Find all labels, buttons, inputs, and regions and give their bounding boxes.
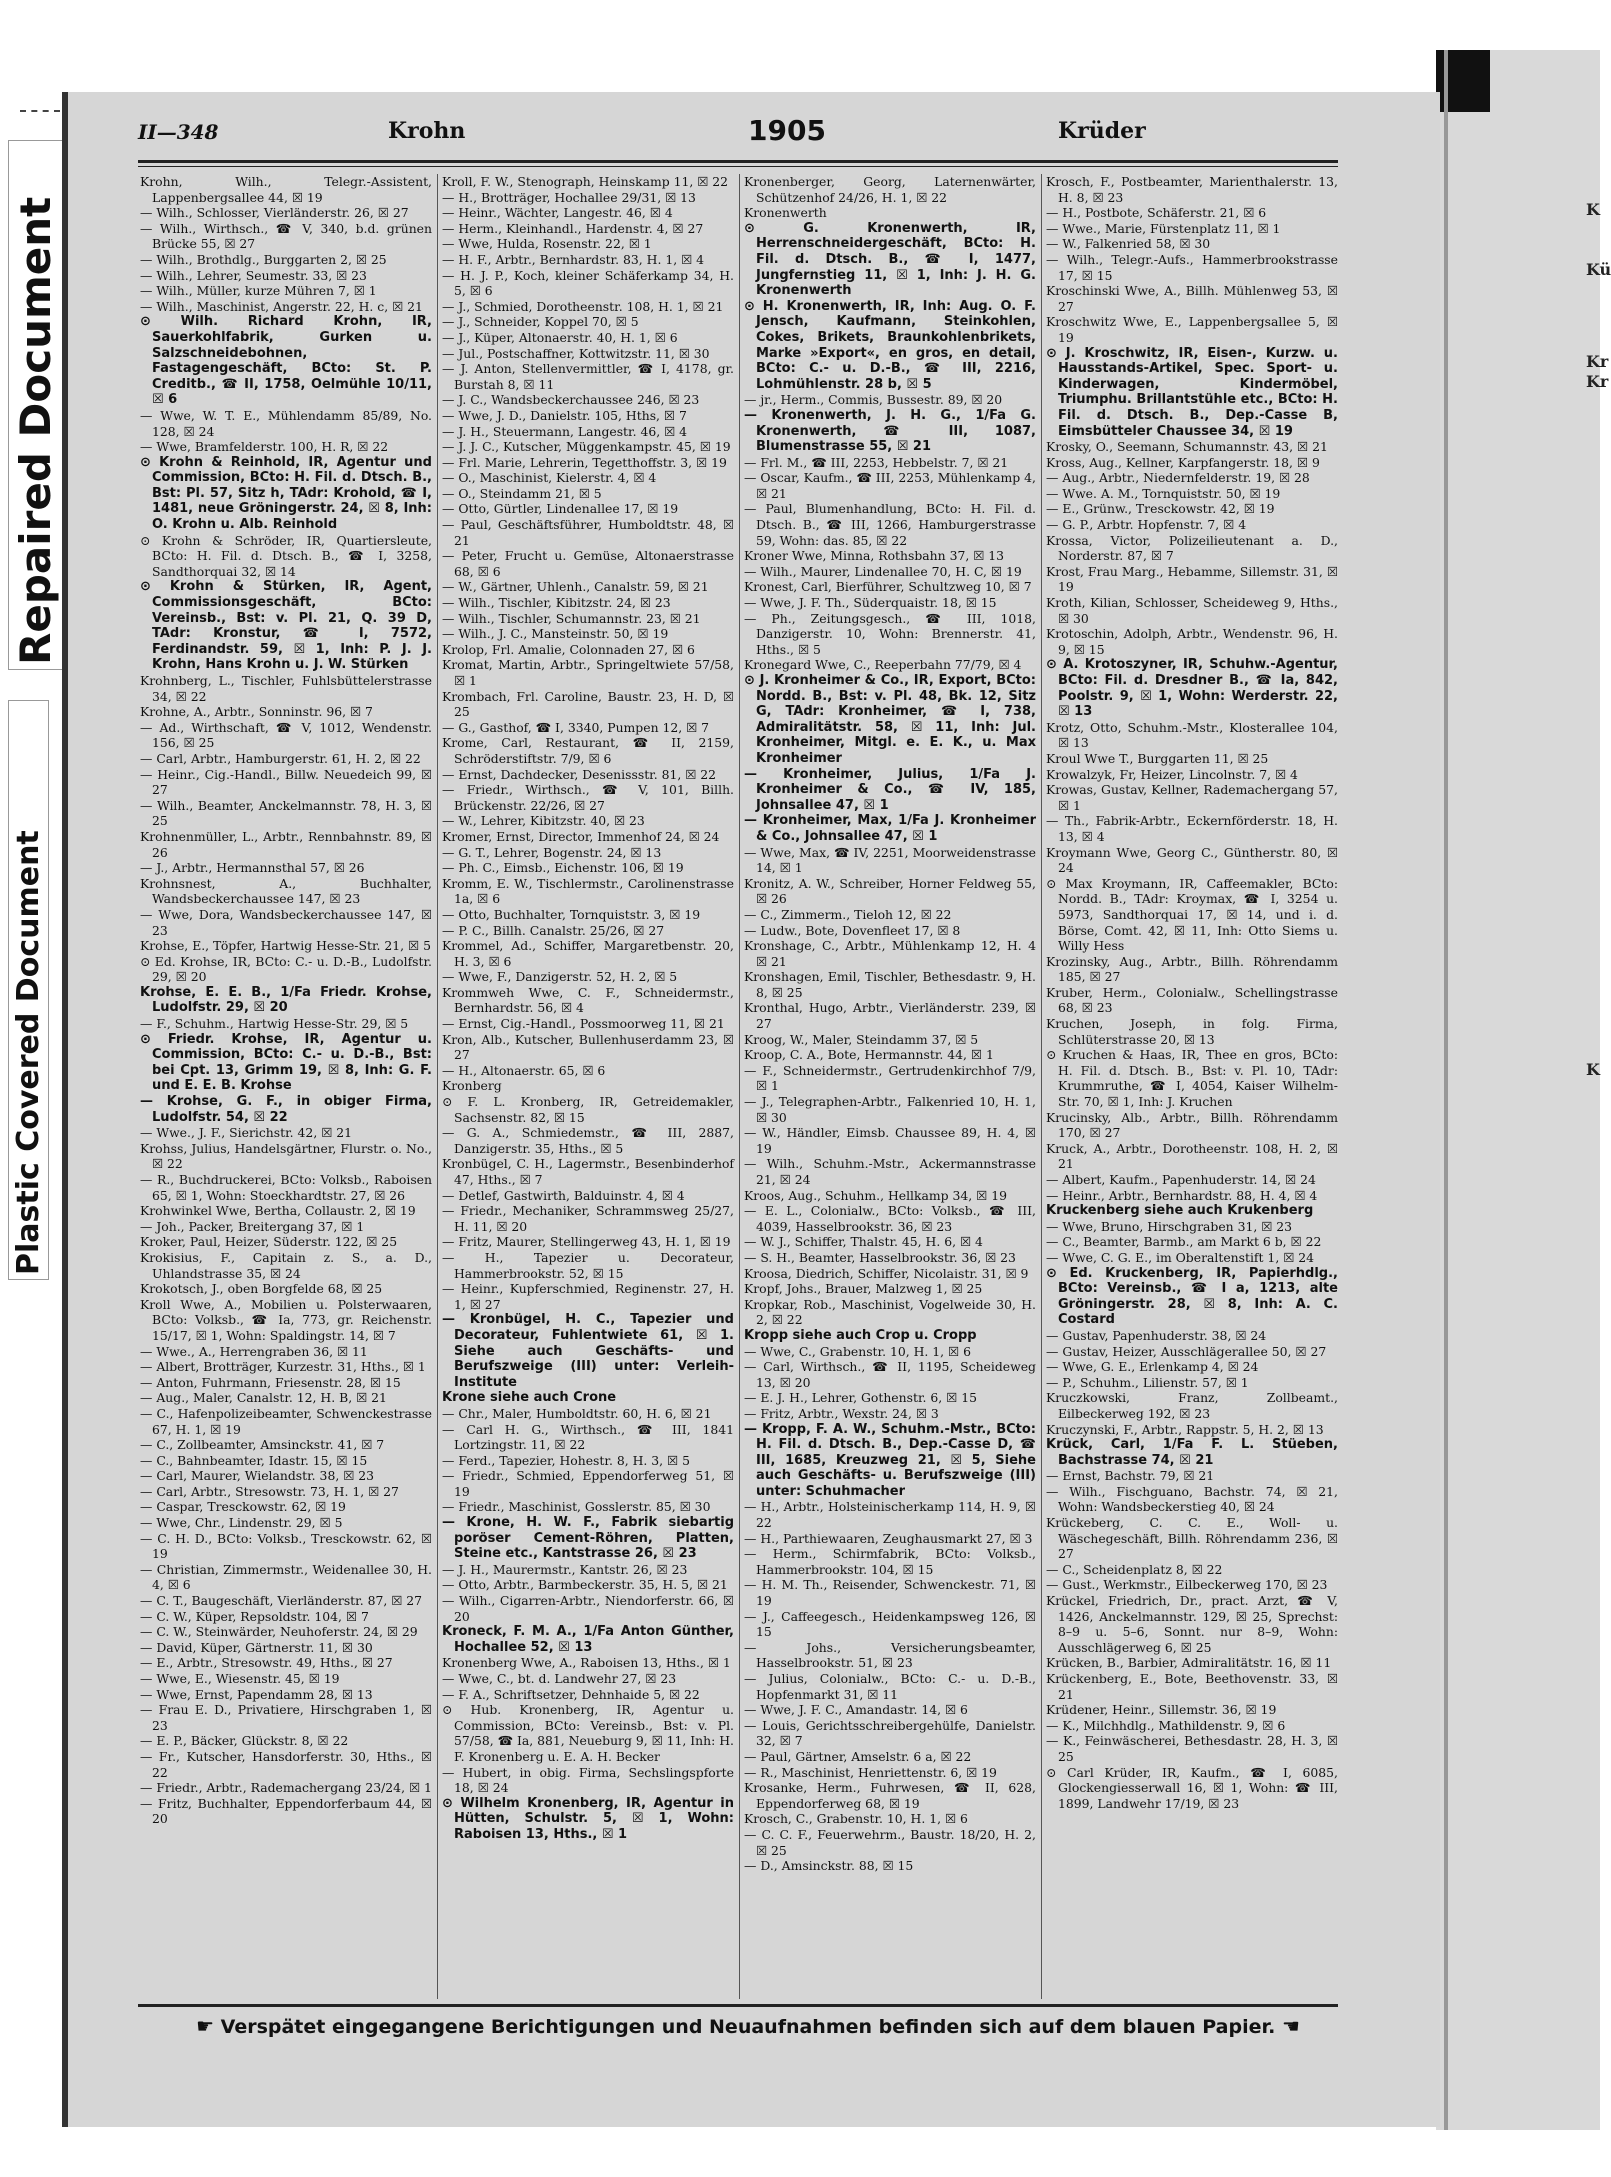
directory-entry: — Frl. Marie, Lehrerin, Tegetthoffstr. 3, ☒ 19 bbox=[442, 454, 727, 470]
directory-entry: — Frl. M., ☎ III, 2253, Hebbelstr. 7, ☒ 21 bbox=[744, 454, 1009, 470]
directory-entry: — Louis, Gerichtsschreibergehülfe, Danielstr. 32, ☒ 7 bbox=[744, 1717, 1036, 1749]
directory-entry: — Wilh., Müller, kurze Mühren 7, ☒ 1 bbox=[140, 283, 377, 299]
directory-entry: — J. J. C., Kutscher, Müggenkampstr. 45, ☒ 19 bbox=[442, 439, 731, 455]
pointing-hand-icon: ☚ bbox=[1281, 2014, 1300, 2038]
directory-entry: Kronshagen, Emil, Tischler, Bethesdastr. 9, H. 8, ☒ 25 bbox=[744, 969, 1036, 1000]
edge-char: Kr bbox=[1586, 352, 1609, 371]
directory-entry: Krohn, Wilh., Telegr.-Assistent, Lappenbergsallee 44, ☒ 19 bbox=[140, 174, 432, 205]
directory-entry: — Wwe, Ernst, Papendamm 28, ☒ 13 bbox=[140, 1686, 373, 1702]
directory-entry: — G. A., Schmiedemstr., ☎ III, 2887, Danzigerstr. 35, Hths., ☒ 5 bbox=[442, 1125, 734, 1156]
directory-entry: Kronegard Wwe, C., Reeperbahn 77/79, ☒ 4 bbox=[744, 657, 1022, 673]
directory-entry: — Wwe, C. G. E., im Oberaltenstift 1, ☒ 24 bbox=[1046, 1249, 1315, 1265]
directory-entry: Krohse, E. E. B., 1/Fa Friedr. Krohse, Ludolfstr. 29, ☒ 20 bbox=[140, 984, 432, 1016]
directory-entry: — W., Händler, Eimsb. Chaussee 89, H. 4, ☒ 19 bbox=[744, 1125, 1036, 1156]
directory-entry: Kroos, Aug., Schuhm., Hellkamp 34, ☒ 19 bbox=[744, 1187, 1007, 1203]
directory-entry: — W. J., Schiffer, Thalstr. 45, H. 6, ☒ 4 bbox=[744, 1234, 983, 1250]
directory-entry: — Ad., Wirthschaft, ☎ V, 1012, Wendenstr. 156, ☒ 25 bbox=[140, 719, 432, 751]
edge-char: Kü bbox=[1586, 260, 1611, 279]
directory-entry: — Otto, Buchhalter, Tornquiststr. 3, ☒ 19 bbox=[442, 906, 701, 922]
directory-entry: — C., Zollbeamter, Amsinckstr. 41, ☒ 7 bbox=[140, 1437, 385, 1453]
directory-entry: — Kronheimer, Julius, 1/Fa J. Kronheimer & Co., ☎ IV, 185, Johnsallee 47, ☒ 1 bbox=[744, 766, 1036, 813]
directory-entry: — Fritz, Arbtr., Wexstr. 24, ☒ 3 bbox=[744, 1405, 939, 1421]
directory-entry: — Johs., Versicherungsbeamter, Hasselbrookstr. 51, ☒ 23 bbox=[744, 1639, 1036, 1671]
directory-entry: Krosanke, Herm., Fuhrwesen, ☎ II, 628, Eppendorferweg 68, ☒ 19 bbox=[744, 1780, 1036, 1811]
directory-entry: Kronthal, Hugo, Arbtr., Vierländerstr. 239, ☒ 27 bbox=[744, 1000, 1036, 1032]
directory-page bbox=[62, 92, 1440, 2127]
directory-entry: — Heinr., Cig.-Handl., Billw. Neuedeich 99, ☒ 27 bbox=[140, 766, 432, 798]
page-header bbox=[138, 112, 1158, 156]
directory-entry: Kroul Wwe T., Burggarten 11, ☒ 25 bbox=[1046, 750, 1269, 766]
directory-entry: — C., Scheidenplatz 8, ☒ 22 bbox=[1046, 1561, 1223, 1577]
directory-entry: — Th., Fabrik-Arbtr., Eckernförderstr. 18, H. 13, ☒ 4 bbox=[1046, 813, 1338, 844]
directory-entry: Krückel, Friedrich, Dr., pract. Arzt, ☎ V, 1426, Anckelmannstr. 129, ☒ 25, Sprechst: 8–9 u. 5–6, Sonnt. nur 8–9, Wohn: Ausschlägerweg 6, ☒ 25 bbox=[1046, 1593, 1338, 1655]
directory-entry: Krosky, O., Seemann, Schumannstr. 43, ☒ 21 bbox=[1046, 439, 1328, 455]
directory-entry: Krohse, E., Töpfer, Hartwig Hesse-Str. 21, ☒ 5 bbox=[140, 938, 431, 954]
directory-entry: — H., Tapezier u. Decorateur, Hammerbrookstr. 52, ☒ 15 bbox=[442, 1249, 734, 1281]
plastic-covered-label: Plastic Covered Document bbox=[8, 700, 49, 1280]
directory-entry: Kroner Wwe, Minna, Rothsbahn 37, ☒ 13 bbox=[744, 548, 1005, 564]
directory-entry: — J. H., Steuermann, Langestr. 46, ☒ 4 bbox=[442, 423, 688, 439]
directory-entry: — J., Schmied, Dorotheenstr. 108, H. 1, ☒ 21 bbox=[442, 298, 724, 314]
directory-entry: — O., Maschinist, Kielerstr. 4, ☒ 4 bbox=[442, 470, 657, 486]
directory-entry: Krüdener, Heinr., Sillemstr. 36, ☒ 19 bbox=[1046, 1702, 1277, 1718]
directory-entry: — Gust., Werkmstr., Eilbeckerweg 170, ☒ 23 bbox=[1046, 1577, 1328, 1593]
directory-entry: — Kronbügel, H. C., Tapezier und Decorateur, Fuhlentwiete 61, ☒ 1. Siehe auch Geschäfts- und Berufszweige (III) unter: Verleih-Institute bbox=[442, 1312, 734, 1390]
directory-entry: — C., Bahnbeamter, Idastr. 15, ☒ 15 bbox=[140, 1452, 368, 1468]
directory-entry: — Fritz, Maurer, Stellingerweg 43, H. 1, ☒ 19 bbox=[442, 1234, 731, 1250]
directory-entry: — Wwe, J. F. Th., Süderquaistr. 18, ☒ 15 bbox=[744, 595, 997, 611]
directory-entry: — Kronenwerth, J. H. G., 1/Fa G. Kronenwerth, ☎ III, 1087, Blumenstrasse 55, ☒ 21 bbox=[744, 407, 1036, 455]
directory-entry: ⊙ Krohn & Reinhold, IR, Agentur und Commission, BCto: H. Fil. d. Dtsch. B., Bst: Pl. 57, Sitz h, TAdr: Krohold, ☎ I, 1481, neue Gröningerstr. 24, ☒ 8, Inh: O. Krohn u. Alb. Reinhold bbox=[140, 454, 432, 533]
directory-entry: Krohnberg, L., Tischler, Fuhlsbüttelerstrasse 34, ☒ 22 bbox=[140, 673, 432, 704]
directory-entry: — Wilh., Lehrer, Seumestr. 33, ☒ 23 bbox=[140, 267, 367, 283]
directory-entry: Kruckenberg siehe auch Krukenberg bbox=[1046, 1203, 1314, 1219]
directory-entry: — G. T., Lehrer, Bogenstr. 24, ☒ 13 bbox=[442, 844, 662, 860]
directory-entry: — J. Anton, Stellenvermittler, ☎ I, 4178, gr. Burstah 8, ☒ 11 bbox=[442, 361, 734, 392]
directory-entry: — G., Gasthof, ☎ I, 3340, Pumpen 12, ☒ 7 bbox=[442, 719, 710, 735]
directory-entry: ⊙ Max Kroymann, IR, Caffeemakler, BCto: Nordd. B., TAdr: Kroymax, ☎ I, 3254 u. 5973, Sandthorquai 17, ☒ 14, und i. d. Börse, Comt. 42, ☒ 11, Inh: Otto Siems u. Willy Hess bbox=[1046, 875, 1338, 954]
margin-dashes bbox=[20, 110, 60, 112]
directory-entry: — Fr., Kutscher, Hansdorferstr. 30, Hths., ☒ 22 bbox=[140, 1748, 432, 1780]
directory-entry: — D., Amsinckstr. 88, ☒ 15 bbox=[744, 1858, 914, 1874]
directory-entry: Kronshage, C., Arbtr., Mühlenkamp 12, H. 4 ☒ 21 bbox=[744, 938, 1036, 969]
directory-entry: Krosch, F., Postbeamter, Marienthalerstr. 13, H. 8, ☒ 23 bbox=[1046, 174, 1338, 205]
directory-entry: Krozinsky, Aug., Arbtr., Billh. Röhrendamm 185, ☒ 27 bbox=[1046, 953, 1338, 985]
directory-entry: ⊙ Wilh. Richard Krohn, IR, Sauerkohlfabrik, Gurken u. Salzschneidebohnen, Fastagengeschäft, BCto: St. P. Creditb., ☎ II, 1758, Oelmühle 10/11, ☒ 6 bbox=[140, 314, 432, 408]
directory-entry: — Albert, Kaufm., Papenhuderstr. 14, ☒ 24 bbox=[1046, 1172, 1316, 1187]
directory-entry: — Heinr., Kupferschmied, Reginenstr. 27, H. 1, ☒ 27 bbox=[442, 1281, 734, 1312]
directory-entry: — Otto, Gürtler, Lindenallee 17, ☒ 19 bbox=[442, 501, 679, 517]
directory-entry: Krost, Frau Marg., Hebamme, Sillemstr. 31, ☒ 19 bbox=[1046, 563, 1338, 595]
directory-entry: Krommel, Ad., Schiffer, Margaretbenstr. 20, H. 3, ☒ 6 bbox=[442, 938, 734, 969]
directory-entry: Kroymann Wwe, Georg C., Güntherstr. 80, ☒ 24 bbox=[1046, 844, 1338, 876]
directory-entry: — Wilh., J. C., Mansteinstr. 50, ☒ 19 bbox=[442, 626, 669, 642]
directory-entry: Kronberg bbox=[442, 1078, 502, 1094]
column-divider bbox=[1041, 174, 1042, 1999]
footer-note bbox=[158, 2014, 1338, 2038]
directory-entry: Kromat, Martin, Arbtr., Springeltwiete 57/58, ☒ 1 bbox=[442, 657, 734, 688]
directory-entry: — Wwe, Dora, Wandsbeckerchaussee 147, ☒ 23 bbox=[140, 906, 432, 938]
directory-entry: Kroll Wwe, A., Mobilien u. Polsterwaaren, BCto: Volksb., ☎ Ia, 773, gr. Reichenstr. 15/17, ☒ 1, Wohn: Spaldingstr. 14, ☒ 7 bbox=[140, 1296, 432, 1343]
directory-entry: — Wwe., Marie, Fürstenplatz 11, ☒ 1 bbox=[1046, 220, 1281, 236]
edge-char: K bbox=[1586, 1060, 1600, 1079]
directory-entry: Kropf, Johs., Brauer, Malzweg 1, ☒ 25 bbox=[744, 1281, 983, 1297]
pointing-hand-icon: ☛ bbox=[196, 2014, 215, 2038]
directory-entry: ⊙ F. L. Kronberg, IR, Getreidemakler, Sachsenstr. 82, ☒ 15 bbox=[442, 1094, 734, 1125]
directory-entry: — F., Schneidermstr., Gertrudenkirchhof 7/9, ☒ 1 bbox=[744, 1062, 1036, 1094]
directory-entry: Krohnenmüller, L., Arbtr., Rennbahnstr. 89, ☒ 26 bbox=[140, 828, 432, 860]
directory-entry: — Wilh., Brothdlg., Burggarten 2, ☒ 25 bbox=[140, 251, 387, 267]
directory-entry: — W., Falkenried 58, ☒ 30 bbox=[1046, 236, 1211, 252]
directory-entry: — Ernst, Dachdecker, Desenissstr. 81, ☒ 22 bbox=[442, 766, 717, 782]
footer-rule bbox=[138, 2004, 1338, 2007]
directory-entry: — Wwe, F., Danzigerstr. 52, H. 2, ☒ 5 bbox=[442, 969, 678, 985]
directory-entry: ⊙ Wilhelm Kronenberg, IR, Agentur in Hütten, Schulstr. 5, ☒ 1, Wohn: Raboisen 13, Hths., ☒ 1 bbox=[442, 1795, 734, 1842]
column-4 bbox=[1044, 174, 1340, 1999]
column-3 bbox=[742, 174, 1038, 1999]
directory-entry: — Wwe, E., Wiesenstr. 45, ☒ 19 bbox=[140, 1671, 340, 1686]
directory-entry: ⊙ Ed. Kruckenberg, IR, Papierhdlg., BCto: Vereinsb., ☎ I a, 1213, alte Gröningerstr. 28, ☒ 8, Inh: A. C. Costard bbox=[1046, 1265, 1338, 1328]
directory-entry: ⊙ J. Kroschwitz, IR, Eisen-, Kurzw. u. Hausstands-Artikel, Spec. Sport- u. Kinderwagen, Kindermöbel, Triumphu. Brillantstühle etc., BCto: H. Fil. d. Dtsch. B., Dep.-Casse B, Eimsbütteler Chaussee 34, ☒ 19 bbox=[1046, 345, 1338, 439]
directory-entry: — E., Grünw., Tresckowstr. 42, ☒ 19 bbox=[1046, 501, 1275, 517]
directory-entry: — Oscar, Kaufm., ☎ III, 2253, Mühlenkamp 4, ☒ 21 bbox=[744, 470, 1036, 501]
directory-entry: — Aug., Arbtr., Niedernfelderstr. 19, ☒ 28 bbox=[1046, 470, 1310, 486]
directory-entry: Kropkar, Rob., Maschinist, Vogelweide 30, H. 2, ☒ 22 bbox=[744, 1296, 1036, 1328]
directory-entry: Krohnsnest, A., Buchhalter, Wandsbeckerchaussee 147, ☒ 23 bbox=[140, 875, 432, 907]
page-number: II—348 bbox=[138, 120, 219, 144]
directory-entry: Kruck, A., Arbtr., Dorotheenstr. 108, H. 2, ☒ 21 bbox=[1046, 1140, 1338, 1172]
directory-entry: ⊙ Hub. Kronenberg, IR, Agentur u. Commission, BCto: Vereinsb., Bst: v. Pl. 57/58, ☎ Ia, 881, Neueburg 9, ☒ 11, Inh: H. F. Kronenberg u. E. A. H. Becker bbox=[442, 1702, 734, 1764]
directory-entry: — Wilh., Wirthsch., ☎ V, 340, b.d. grünen Brücke 55, ☒ 27 bbox=[140, 220, 432, 252]
directory-entry: Kron, Alb., Kutscher, Bullenhuserdamm 23, ☒ 27 bbox=[442, 1031, 734, 1063]
directory-entry: Kroll, F. W., Stenograph, Heinskamp 11, ☒ 22 bbox=[442, 174, 729, 189]
directory-entry: — Carl H. G., Wirthsch., ☎ III, 1841 Lortzingstr. 11, ☒ 22 bbox=[442, 1421, 734, 1453]
directory-entry: ⊙ Kruchen & Haas, IR, Thee en gros, BCto: H. Fil. d. Dtsch. B., Bst: v. Pl. 10, TAdr: Krummruthe, ☎ I, 4054, Kaiser Wilhelm-Str. 70, ☒ 1, Inh: J. Kruchen bbox=[1046, 1047, 1338, 1110]
directory-entry: — Joh., Packer, Breitergang 37, ☒ 1 bbox=[140, 1218, 365, 1234]
directory-entry: — Wilh., Beamter, Anckelmannstr. 78, H. 3, ☒ 25 bbox=[140, 797, 432, 829]
adjacent-page-edge bbox=[1436, 50, 1611, 2130]
directory-entry: — Herm., Schirmfabrik, BCto: Volksb., Hammerbrookstr. 104, ☒ 15 bbox=[744, 1546, 1036, 1577]
directory-entry: — Jul., Postschaffner, Kottwitzstr. 11, ☒ 30 bbox=[442, 345, 710, 361]
directory-entry: Kruchen, Joseph, in folg. Firma, Schlüterstrasse 20, ☒ 13 bbox=[1046, 1016, 1338, 1047]
directory-entry: Krücken, B., Barbier, Admiralitätstr. 16, ☒ 11 bbox=[1046, 1655, 1332, 1671]
edge-char: K bbox=[1586, 200, 1600, 219]
directory-entry: — W., Lehrer, Kibitzstr. 40, ☒ 23 bbox=[442, 813, 645, 829]
directory-entry: — Frau E. D., Privatiere, Hirschgraben 1, ☒ 23 bbox=[140, 1702, 432, 1733]
header-first-name: Krohn bbox=[388, 118, 466, 144]
directory-entry: — C. C. F., Feuerwehrm., Baustr. 18/20, H. 2, ☒ 25 bbox=[744, 1826, 1036, 1858]
directory-entry: — Wilh., Tischler, Kibitzstr. 24, ☒ 23 bbox=[442, 595, 671, 611]
directory-entry: — R., Maschinist, Henriettenstr. 6, ☒ 19 bbox=[744, 1764, 997, 1780]
directory-entry: Kroog, W., Maler, Steindamm 37, ☒ 5 bbox=[744, 1031, 979, 1047]
directory-entry: — Julius, Colonialw., BCto: C.- u. D.-B., Hopfenmarkt 31, ☒ 11 bbox=[744, 1671, 1036, 1702]
directory-entry: — Anton, Fuhrmann, Friesenstr. 28, ☒ 15 bbox=[140, 1374, 401, 1390]
directory-entry: Krohss, Julius, Handelsgärtner, Flurstr. o. No., ☒ 22 bbox=[140, 1140, 432, 1172]
directory-entry: — O., Steindamm 21, ☒ 5 bbox=[442, 485, 602, 501]
directory-entry: Krokotsch, J., oben Borgfelde 68, ☒ 25 bbox=[140, 1281, 383, 1297]
directory-entry: — Friedr., Wirthsch., ☎ V, 101, Billh. Brückenstr. 22/26, ☒ 27 bbox=[442, 782, 734, 813]
directory-entry: — Albert, Brotträger, Kurzestr. 31, Hths., ☒ 1 bbox=[140, 1359, 426, 1375]
directory-entry: — Kronheimer, Max, 1/Fa J. Kronheimer & Co., Johnsallee 47, ☒ 1 bbox=[744, 813, 1036, 844]
directory-entry: Kromer, Ernst, Director, Immenhof 24, ☒ 24 bbox=[442, 828, 720, 844]
directory-entry: — Carl, Arbtr., Hamburgerstr. 61, H. 2, ☒ 22 bbox=[140, 750, 421, 766]
directory-entry: — Gustav, Heizer, Ausschlägerallee 50, ☒ 27 bbox=[1046, 1343, 1327, 1359]
directory-entry: Krucinsky, Alb., Arbtr., Billh. Röhrendamm 170, ☒ 27 bbox=[1046, 1109, 1338, 1141]
directory-entry: — Carl, Arbtr., Stresowstr. 73, H. 1, ☒ 27 bbox=[140, 1483, 399, 1499]
directory-entry: — Gustav, Papenhuderstr. 38, ☒ 24 bbox=[1046, 1327, 1267, 1343]
directory-entry: ⊙ Carl Krüder, IR, Kaufm., ☎ I, 6085, Glockengiesserwall 16, ☒ 1, Wohn: ☎ III, 1899, Landwehr 17/19, ☒ 23 bbox=[1046, 1764, 1338, 1811]
directory-entry: Krone siehe auch Crone bbox=[442, 1390, 617, 1406]
directory-entry: — David, Küper, Gärtnerstr. 11, ☒ 30 bbox=[140, 1639, 373, 1655]
directory-entry: Krolop, Frl. Amalie, Colonnaden 27, ☒ 6 bbox=[442, 641, 695, 657]
directory-entry: — Wwe, W. T. E., Mühlendamm 85/89, No. 128, ☒ 24 bbox=[140, 407, 432, 439]
directory-entry: Kronest, Carl, Bierführer, Schultzweg 10, ☒ 7 bbox=[744, 579, 1032, 595]
directory-entry: Kroker, Paul, Heizer, Süderstr. 122, ☒ 25 bbox=[140, 1234, 398, 1250]
directory-entry: Krokisius, F., Capitain z. S., a. D., Uhlandstrasse 35, ☒ 24 bbox=[140, 1249, 432, 1281]
directory-entry: Kruczkowski, Franz, Zollbeamt., Eilbeckerweg 192, ☒ 23 bbox=[1046, 1390, 1338, 1421]
directory-entry: ⊙ H. Kronenwerth, IR, Inh: Aug. O. F. Jensch, Kaufmann, Steinkohlen, Cokes, Brikets, Braunkohlenbrikets, Marke »Export«, en gros, en detail, BCto: C.- u. D.-B., ☎ III, 2216, Lohmühlenstr. 28 b, ☒ 5 bbox=[744, 298, 1036, 392]
directory-entry: — W., Gärtner, Uhlenh., Canalstr. 59, ☒ 21 bbox=[442, 579, 709, 595]
directory-entry: — Paul, Geschäftsführer, Humboldtstr. 48, ☒ 21 bbox=[442, 517, 734, 548]
directory-entry: — C., Hafenpolizeibeamter, Schwenckestrasse 67, H. 1, ☒ 19 bbox=[140, 1405, 432, 1437]
directory-entry: — Wilh., Telegr.-Aufs., Hammerbrookstrasse 17, ☒ 15 bbox=[1046, 251, 1338, 283]
directory-entry: — Chr., Maler, Humboldtstr. 60, H. 6, ☒ 21 bbox=[442, 1405, 712, 1421]
directory-entry: Krotoschin, Adolph, Arbtr., Wendenstr. 96, H. 9, ☒ 15 bbox=[1046, 626, 1338, 657]
directory-entry: — F., Schuhm., Hartwig Hesse-Str. 29, ☒ 5 bbox=[140, 1016, 409, 1032]
directory-entry: — Wwe, Max, ☎ IV, 2251, Moorweidenstrasse 14, ☒ 1 bbox=[744, 844, 1036, 876]
directory-entry: Krowas, Gustav, Kellner, Rademachergang 57, ☒ 1 bbox=[1046, 782, 1338, 813]
directory-entry: Kroosa, Diedrich, Schiffer, Nicolaistr. 31, ☒ 9 bbox=[744, 1265, 1029, 1281]
directory-entry: — Ph., Zeitungsgesch., ☎ III, 1018, Danzigerstr. 10, Wohn: Brennerstr. 41, Hths., ☒ 5 bbox=[744, 610, 1036, 657]
directory-entry: — Wwe, Chr., Lindenstr. 29, ☒ 5 bbox=[140, 1515, 343, 1531]
directory-entry: — Detlef, Gastwirth, Balduinstr. 4, ☒ 4 bbox=[442, 1187, 685, 1203]
directory-entry: Kroneck, F. M. A., 1/Fa Anton Günther, Hochallee 52, ☒ 13 bbox=[442, 1624, 734, 1655]
directory-entry: — Carl, Wirthsch., ☎ II, 1195, Scheideweg 13, ☒ 20 bbox=[744, 1359, 1036, 1390]
directory-entry: — J. H., Maurermstr., Kantstr. 26, ☒ 23 bbox=[442, 1561, 688, 1577]
directory-entry: — H., Brotträger, Hochallee 29/31, ☒ 13 bbox=[442, 189, 696, 205]
directory-entry: — Wwe., A., Herrengraben 36, ☒ 11 bbox=[140, 1343, 368, 1359]
directory-entry: — Ferd., Tapezier, Hohestr. 8, H. 3, ☒ 5 bbox=[442, 1452, 690, 1468]
directory-entry: — Paul, Blumenhandlung, BCto: H. Fil. d. Dtsch. B., ☎ III, 1266, Hamburgerstrasse 59, Wohn: das. 85, ☒ 22 bbox=[744, 501, 1036, 548]
directory-entry: — Herm., Kleinhandl., Hardenstr. 4, ☒ 27 bbox=[442, 220, 704, 236]
directory-entry: Kroth, Kilian, Schlosser, Scheideweg 9, Hths., ☒ 30 bbox=[1046, 595, 1338, 626]
directory-entry: — Aug., Maler, Canalstr. 12, H. B, ☒ 21 bbox=[140, 1390, 387, 1406]
directory-entry: Kronenberg Wwe, A., Raboisen 13, Hths., ☒ 1 bbox=[442, 1655, 731, 1671]
directory-entry: — Hubert, in obig. Firma, Sechslingspforte 18, ☒ 24 bbox=[442, 1764, 734, 1796]
directory-entry: — K., Milchhdlg., Mathildenstr. 9, ☒ 6 bbox=[1046, 1717, 1286, 1733]
directory-entry: — Friedr., Maschinist, Gosslerstr. 85, ☒ 30 bbox=[442, 1499, 711, 1515]
directory-entry: — J. C., Wandsbeckerchaussee 246, ☒ 23 bbox=[442, 392, 700, 408]
header-last-name: Krüder bbox=[1058, 118, 1146, 144]
column-divider bbox=[437, 174, 438, 1999]
directory-entry: — J., Küper, Altonaerstr. 40, H. 1, ☒ 6 bbox=[442, 329, 678, 345]
directory-entry: Krome, Carl, Restaurant, ☎ II, 2159, Schröderstiftstr. 7/9, ☒ 6 bbox=[442, 735, 734, 766]
directory-entry: — R., Buchdruckerei, BCto: Volksb., Raboisen 65, ☒ 1, Wohn: Stoeckhardtstr. 27, ☒ 26 bbox=[140, 1172, 432, 1203]
directory-entry: — Wwe. A. M., Tornquiststr. 50, ☒ 19 bbox=[1046, 485, 1281, 501]
directory-entry: — F. A., Schriftsetzer, Dehnhaide 5, ☒ 22 bbox=[442, 1686, 700, 1702]
directory-entry: — J., Schneider, Koppel 70, ☒ 5 bbox=[442, 314, 639, 330]
directory-entry: — C., Beamter, Barmb., am Markt 6 b, ☒ 22 bbox=[1046, 1234, 1322, 1250]
directory-entry: — J., Telegraphen-Arbtr., Falkenried 10, H. 1, ☒ 30 bbox=[744, 1094, 1036, 1125]
directory-entry: — Wilh., Fischguano, Bachstr. 74, ☒ 21, Wohn: Wandsbeckerstieg 40, ☒ 24 bbox=[1046, 1483, 1338, 1515]
column-1 bbox=[138, 174, 434, 1999]
header-rule-thin bbox=[138, 166, 1338, 167]
directory-entry: — C. T., Baugeschäft, Vierländerstr. 87, ☒ 27 bbox=[140, 1593, 423, 1609]
directory-entry: — Wilh., Maurer, Lindenallee 70, H. C, ☒ 19 bbox=[744, 563, 1022, 579]
directory-entry: — Friedr., Schmied, Eppendorferweg 51, ☒ 19 bbox=[442, 1468, 734, 1499]
directory-entry: — Ernst, Cig.-Handl., Possmoorweg 11, ☒ 21 bbox=[442, 1016, 725, 1032]
header-rule bbox=[138, 160, 1338, 163]
directory-entry: — Peter, Frucht u. Gemüse, Altonaerstrasse 68, ☒ 6 bbox=[442, 548, 734, 579]
directory-entry: — H. F., Arbtr., Bernhardstr. 83, H. 1, ☒ 4 bbox=[442, 251, 705, 267]
directory-entry: ⊙ Friedr. Krohse, IR, Agentur u. Commission, BCto: C.- u. D.-B., Bst: bei Cpt. 13, Grimm 19, ☒ 8, Inh: G. F. und E. E. B. Krohse bbox=[140, 1031, 432, 1094]
directory-entry: — E. P., Bäcker, Glückstr. 8, ☒ 22 bbox=[140, 1733, 349, 1749]
directory-entry: — Caspar, Tresckowstr. 62, ☒ 19 bbox=[140, 1499, 346, 1515]
directory-entry: ⊙ Krohn & Schröder, IR, Quartiersleute, BCto: H. Fil. d. Dtsch. B., ☎ I, 3258, Sandthorquai 32, ☒ 14 bbox=[140, 532, 432, 579]
directory-entry: — C. W., Küper, Repsoldstr. 104, ☒ 7 bbox=[140, 1608, 369, 1624]
directory-entry: — H. M. Th., Reisender, Schwenckestr. 71, ☒ 19 bbox=[744, 1577, 1036, 1609]
directory-entry: — Carl, Maurer, Wielandstr. 38, ☒ 23 bbox=[140, 1468, 375, 1484]
directory-entry: — Wwe, Bruno, Hirschgraben 31, ☒ 23 bbox=[1046, 1218, 1293, 1234]
directory-entry: — Otto, Arbtr., Barmbeckerstr. 35, H. 5, ☒ 21 bbox=[442, 1577, 728, 1593]
directory-entry: Krommweh Wwe, C. F., Schneidermstr., Bernhardstr. 56, ☒ 4 bbox=[442, 984, 734, 1016]
directory-entry: Krückenberg, E., Bote, Beethovenstr. 33, ☒ 21 bbox=[1046, 1671, 1338, 1702]
directory-entry: — Ph. C., Eimsb., Eichenstr. 106, ☒ 19 bbox=[442, 860, 684, 876]
edge-char: Kr bbox=[1586, 372, 1609, 391]
directory-entry: — H., Parthiewaaren, Zeughausmarkt 27, ☒ 3 bbox=[744, 1530, 1033, 1546]
footer-text: Verspätet eingegangene Berichtigungen und Neuaufnahmen befinden sich auf dem blauen Papier. bbox=[220, 2016, 1276, 2038]
directory-entry: Kronitz, A. W., Schreiber, Horner Feldweg 55, ☒ 26 bbox=[744, 875, 1036, 907]
directory-entry: Kronbügel, C. H., Lagermstr., Besenbinderhof 47, Hths., ☒ 7 bbox=[442, 1156, 734, 1187]
directory-entry: — H. J. P., Koch, kleiner Schäferkamp 34, H. 5, ☒ 6 bbox=[442, 267, 734, 299]
directory-entry: — Wwe, C., Grabenstr. 10, H. 1, ☒ 6 bbox=[744, 1343, 971, 1359]
directory-entry: Kruber, Herm., Colonialw., Schellingstrasse 68, ☒ 23 bbox=[1046, 984, 1338, 1016]
directory-entry: — J., Caffeegesch., Heidenkampsweg 126, ☒ 15 bbox=[744, 1608, 1036, 1640]
directory-entry: Krohne, A., Arbtr., Sonninstr. 96, ☒ 7 bbox=[140, 704, 373, 720]
directory-entry: — J., Arbtr., Hermannsthal 57, ☒ 26 bbox=[140, 860, 365, 876]
directory-entry: Krückeberg, C. C. E., Woll- u. Wäschegeschäft, Billh. Röhrendamm 236, ☒ 27 bbox=[1046, 1515, 1338, 1562]
directory-entry: Kromm, E. W., Tischlermstr., Carolinenstrasse 1a, ☒ 6 bbox=[442, 875, 734, 907]
directory-entry: ⊙ A. Krotoszyner, IR, Schuhw.-Agentur, BCto: Fil. d. Dresdner B., ☎ Ia, 842, Poolstr. 9, ☒ 1, Wohn: Werderstr. 22, ☒ 13 bbox=[1046, 657, 1338, 720]
directory-entry: — Wwe, G. E., Erlenkamp 4, ☒ 24 bbox=[1046, 1359, 1259, 1375]
directory-entry: — G. P., Arbtr. Hopfenstr. 7, ☒ 4 bbox=[1046, 517, 1247, 533]
directory-entry: — Wilh., Maschinist, Angerstr. 22, H. c, ☒ 21 bbox=[140, 298, 423, 314]
directory-entry: — Wwe, J. D., Danielstr. 105, Hths, ☒ 7 bbox=[442, 407, 687, 423]
directory-entry: — Wilh., Schlosser, Vierländerstr. 26, ☒ 27 bbox=[140, 205, 409, 221]
directory-entry: Krotz, Otto, Schuhm.-Mstr., Klosterallee 104, ☒ 13 bbox=[1046, 719, 1338, 751]
directory-entry: — Christian, Zimmermstr., Weidenallee 30, H. 4, ☒ 6 bbox=[140, 1561, 432, 1593]
directory-entry: ⊙ G. Kronenwerth, IR, Herrenschneidergeschäft, BCto: H. Fil. d. Dtsch. B., ☎ I, 1477, Jungfernstieg 11, ☒ 1, Inh: J. H. G. Kronenwerth bbox=[744, 220, 1036, 299]
directory-entry: Kronenwerth bbox=[744, 205, 827, 221]
directory-entry: — Wilh., Schuhm.-Mstr., Ackermannstrasse 21, ☒ 24 bbox=[744, 1156, 1036, 1187]
directory-entry: — C. W., Steinwärder, Neuhoferstr. 24, ☒ 29 bbox=[140, 1624, 418, 1640]
directory-entry: — Kropp, F. A. W., Schuhm.-Mstr., BCto: H. Fil. d. Dtsch. B., Dep.-Casse D, ☎ III, 1685, Kreuzweg 21, ☒ 5, Siehe auch Geschäfts- u. Berufszweige (III) unter: Schuhmacher bbox=[744, 1421, 1036, 1499]
directory-entry: — Heinr., Wächter, Langestr. 46, ☒ 4 bbox=[442, 205, 673, 221]
directory-entry: Krowalzyk, Fr, Heizer, Lincolnstr. 7, ☒ 4 bbox=[1046, 766, 1298, 782]
directory-entry: — Paul, Gärtner, Amselstr. 6 a, ☒ 22 bbox=[744, 1748, 972, 1764]
directory-entry: — Ernst, Bachstr. 79, ☒ 21 bbox=[1046, 1468, 1215, 1484]
header-year: 1905 bbox=[748, 114, 826, 147]
directory-entry: — S. H., Beamter, Hasselbrookstr. 36, ☒ 23 bbox=[744, 1249, 1016, 1265]
column-2 bbox=[440, 174, 736, 1999]
directory-entry: Krohwinkel Wwe, Bertha, Collaustr. 2, ☒ 19 bbox=[140, 1203, 416, 1219]
directory-entry: — K., Feinwäscherei, Bethesdastr. 28, H. 3, ☒ 25 bbox=[1046, 1733, 1338, 1764]
directory-entry: — Wwe, C., bt. d. Landwehr 27, ☒ 23 bbox=[442, 1671, 677, 1686]
directory-entry: Kroschwitz Wwe, E., Lappenbergsallee 5, ☒ 19 bbox=[1046, 314, 1338, 345]
edge-strip bbox=[1444, 50, 1448, 2130]
directory-entry: — Fritz, Buchhalter, Eppendorferbaum 44, ☒ 20 bbox=[140, 1795, 432, 1827]
directory-entry: — Friedr., Arbtr., Rademachergang 23/24, ☒ 1 bbox=[140, 1780, 432, 1796]
directory-entry: — E. L., Colonialw., BCto: Volksb., ☎ III, 4039, Hasselbrookstr. 36, ☒ 23 bbox=[744, 1203, 1036, 1234]
directory-entry: — C. H. D., BCto: Volksb., Tresckowstr. 62, ☒ 19 bbox=[140, 1530, 432, 1562]
directory-entry: Krosch, C., Grabenstr. 10, H. 1, ☒ 6 bbox=[744, 1811, 968, 1827]
directory-entry: — P. C., Billh. Canalstr. 25/26, ☒ 27 bbox=[442, 922, 665, 938]
directory-entry: ⊙ J. Kronheimer & Co., IR, Export, BCto: Nordd. B., Bst: v. Pl. 48, Bk. 12, Sitz G, TAdr: Kronheimer, ☎ I, 738, Admiralitätstr. 58, ☒ 11, Inh: Jul. Kronheimer, Mitgl. e. E. K., u. Max Kronheimer bbox=[744, 673, 1036, 766]
directory-entry: — E. J. H., Lehrer, Gothenstr. 6, ☒ 15 bbox=[744, 1390, 977, 1406]
directory-entry: ⊙ Krohn & Stürken, IR, Agent, Commissionsgeschäft, BCto: Vereinsb., Bst: v. Pl. 21, Q. 39 D, TAdr: Kronstur, ☎ I, 7572, Ferdinandstr. 59, ☒ 1, Inh: P. J. J. Krohn, Hans Krohn u. J. W. Stürken bbox=[140, 579, 432, 673]
directory-entry: — Wilh., Tischler, Schumannstr. 23, ☒ 21 bbox=[442, 610, 701, 626]
directory-entry: — E., Arbtr., Stresowstr. 49, Hths., ☒ 27 bbox=[140, 1655, 393, 1671]
directory-entry: — P., Schuhm., Lilienstr. 57, ☒ 1 bbox=[1046, 1374, 1249, 1390]
directory-entry: — Wwe, Hulda, Rosenstr. 22, ☒ 1 bbox=[442, 236, 652, 252]
directory-entry: — Krone, H. W. F., Fabrik siebartig poröser Cement-Röhren, Platten, Steine etc., Kantstrasse 26, ☒ 23 bbox=[442, 1515, 734, 1562]
directory-entry: — C., Zimmerm., Tieloh 12, ☒ 22 bbox=[744, 906, 952, 922]
directory-entry: — Wwe, J. F. C., Amandastr. 14, ☒ 6 bbox=[744, 1702, 968, 1718]
directory-entry: Kruczynski, F., Arbtr., Rappstr. 5, H. 2, ☒ 13 bbox=[1046, 1421, 1324, 1437]
directory-entry: Kropp siehe auch Crop u. Cropp bbox=[744, 1327, 977, 1343]
directory-entry: — Wilh., Cigarren-Arbtr., Niendorferstr. 66, ☒ 20 bbox=[442, 1593, 734, 1624]
directory-entry: — H., Postbote, Schäferstr. 21, ☒ 6 bbox=[1046, 205, 1267, 221]
directory-entry: — Heinr., Arbtr., Bernhardstr. 88, H. 4, ☒ 4 bbox=[1046, 1187, 1318, 1203]
directory-entry: — H., Altonaerstr. 65, ☒ 6 bbox=[442, 1062, 606, 1078]
directory-columns bbox=[138, 174, 1348, 1999]
directory-entry: Kross, Aug., Kellner, Karpfangerstr. 18, ☒ 9 bbox=[1046, 454, 1320, 470]
directory-entry: Kroschinski Wwe, A., Billh. Mühlenweg 53, ☒ 27 bbox=[1046, 283, 1338, 314]
directory-entry: ⊙ Ed. Krohse, IR, BCto: C.- u. D.-B., Ludolfstr. 29, ☒ 20 bbox=[140, 953, 432, 985]
directory-entry: — Ludw., Bote, Dovenfleet 17, ☒ 8 bbox=[744, 922, 961, 938]
column-divider bbox=[739, 174, 740, 1999]
repaired-document-label: Repaired Document bbox=[8, 140, 63, 670]
directory-entry: — Wwe., J. F., Sierichstr. 42, ☒ 21 bbox=[140, 1125, 353, 1141]
directory-entry: Krossa, Victor, Polizeilieutenant a. D., Norderstr. 87, ☒ 7 bbox=[1046, 532, 1338, 564]
directory-entry: Krück, Carl, 1/Fa F. L. Stüeben, Bachstrasse 74, ☒ 21 bbox=[1046, 1437, 1338, 1468]
directory-entry: Kronenberger, Georg, Laternenwärter, Schützenhof 24/26, H. 1, ☒ 22 bbox=[744, 174, 1036, 205]
directory-entry: — Wwe, Bramfelderstr. 100, H. R, ☒ 22 bbox=[140, 439, 389, 455]
directory-entry: — jr., Herm., Commis, Bussestr. 89, ☒ 20 bbox=[744, 392, 1003, 408]
directory-entry: — H., Arbtr., Holsteinischerkamp 114, H. 9, ☒ 22 bbox=[744, 1499, 1036, 1531]
directory-entry: Krombach, Frl. Caroline, Baustr. 23, H. D, ☒ 25 bbox=[442, 688, 734, 720]
directory-entry: — Friedr., Mechaniker, Schrammsweg 25/27, H. 11, ☒ 20 bbox=[442, 1203, 734, 1234]
directory-entry: — Krohse, G. F., in obiger Firma, Ludolfstr. 54, ☒ 22 bbox=[140, 1094, 432, 1125]
directory-entry: Kroop, C. A., Bote, Hermannstr. 44, ☒ 1 bbox=[744, 1047, 994, 1063]
